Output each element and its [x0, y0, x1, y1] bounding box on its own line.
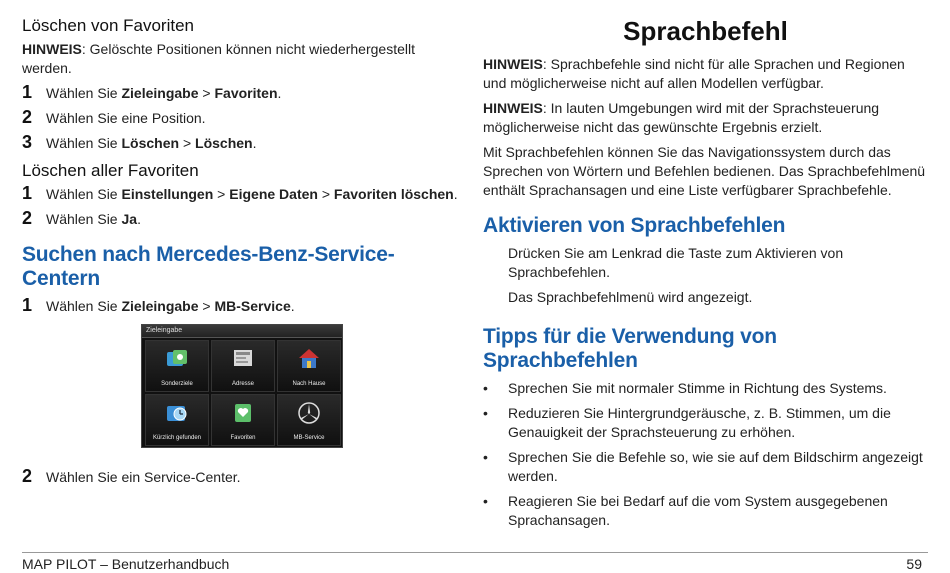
steps-delete-all-favorites: [22, 185, 462, 229]
tile-mb-service[interactable]: MB-Service: [277, 394, 341, 446]
activate-paragraph-2: Das Sprachbefehlmenü wird angezeigt.: [508, 289, 753, 305]
page-title: Sprachbefehl: [623, 16, 788, 46]
page-number: 59: [906, 556, 922, 572]
list-item: • Reagieren Sie bei Bedarf auf die vom System ausgegebenen Sprachansagen.: [483, 493, 888, 528]
section-heading-delete-favorites: Löschen von Favoriten: [22, 16, 194, 35]
favorites-icon: [230, 401, 256, 425]
device-title: Zieleingabe: [142, 325, 342, 338]
left-column: [22, 16, 462, 493]
note-availability: HINWEIS: Sprachbefehle sind nicht für alle Sprachen und Regionen und möglicherweise nicht auf allen Modellen verfügbar.: [483, 56, 905, 91]
tile-kuerzlich-gefunden[interactable]: Kürzlich gefunden: [145, 394, 209, 446]
footer-divider: [22, 552, 928, 553]
step-item: 1 Wählen Sie Zieleingabe > MB-Service.: [22, 295, 295, 315]
tile-adresse[interactable]: Adresse: [211, 340, 275, 392]
activate-paragraph-1: Drücken Sie am Lenkrad die Taste zum Aktivieren von Sprachbefehlen.: [508, 245, 844, 280]
step-item: 3 Wählen Sie Löschen > Löschen.: [22, 132, 257, 152]
list-item: • Sprechen Sie mit normaler Stimme in Richtung des Systems.: [483, 380, 887, 396]
section-heading-delete-all-favorites: Löschen aller Favoriten: [22, 161, 199, 180]
note-noise: HINWEIS: In lauten Umgebungen wird mit der Sprachsteuerung möglicherweise nicht das gewünschte Ergebnis erzielt.: [483, 100, 880, 135]
list-item: • Sprechen Sie die Befehle so, wie sie auf dem Bildschirm angezeigt werden.: [483, 449, 923, 484]
section-heading-mb-service: Suchen nach Mercedes-Benz-Service-Centern: [22, 243, 395, 290]
step-item: 2 Wählen Sie ein Service-Center.: [22, 466, 241, 486]
step-item: 1 Wählen Sie Einstellungen > Eigene Daten > Favoriten löschen.: [22, 183, 458, 203]
section-heading-activate: Aktivieren von Sprachbefehlen: [483, 214, 786, 237]
steps-delete-favorites: [22, 84, 462, 153]
step-item: 2 Wählen Sie Ja.: [22, 208, 141, 228]
list-item: • Reduzieren Sie Hintergrundgeräusche, z. B. Stimmen, um die Genauigkeit der Sprachsteuerung zu erhöhen.: [483, 405, 891, 440]
step-item: 2 Wählen Sie eine Position.: [22, 107, 206, 127]
device-menu-grid: [142, 338, 342, 448]
step-item: 1 Wählen Sie Zieleingabe > Favoriten.: [22, 82, 282, 102]
device-screenshot: [141, 324, 343, 448]
intro-paragraph: Mit Sprachbefehlen können Sie das Navigationssystem durch das Sprechen von Wörtern und Befehlen bedienen. Das Sprachbefehlmenü enthält Sprachansagen und eine Liste verfügbarer Sprachbefehle.: [483, 144, 926, 198]
mercedes-star-icon: [296, 401, 322, 425]
section-heading-tips: Tipps für die Verwendung von Sprachbefehlen: [483, 325, 777, 372]
tile-nach-hause[interactable]: Nach Hause: [277, 340, 341, 392]
footer-manual-title: MAP PILOT – Benutzerhandbuch: [22, 556, 230, 572]
tile-sonderziele[interactable]: Sonderziele: [145, 340, 209, 392]
recent-icon: [164, 401, 190, 425]
address-icon: [230, 347, 256, 371]
home-icon: [296, 347, 322, 371]
right-column: [483, 16, 928, 536]
poi-icon: [164, 347, 190, 371]
tips-list: [483, 379, 928, 530]
tile-favoriten[interactable]: Favoriten: [211, 394, 275, 446]
note-delete-favorites: HINWEIS: Gelöschte Positionen können nicht wiederhergestellt werden.: [22, 41, 415, 76]
